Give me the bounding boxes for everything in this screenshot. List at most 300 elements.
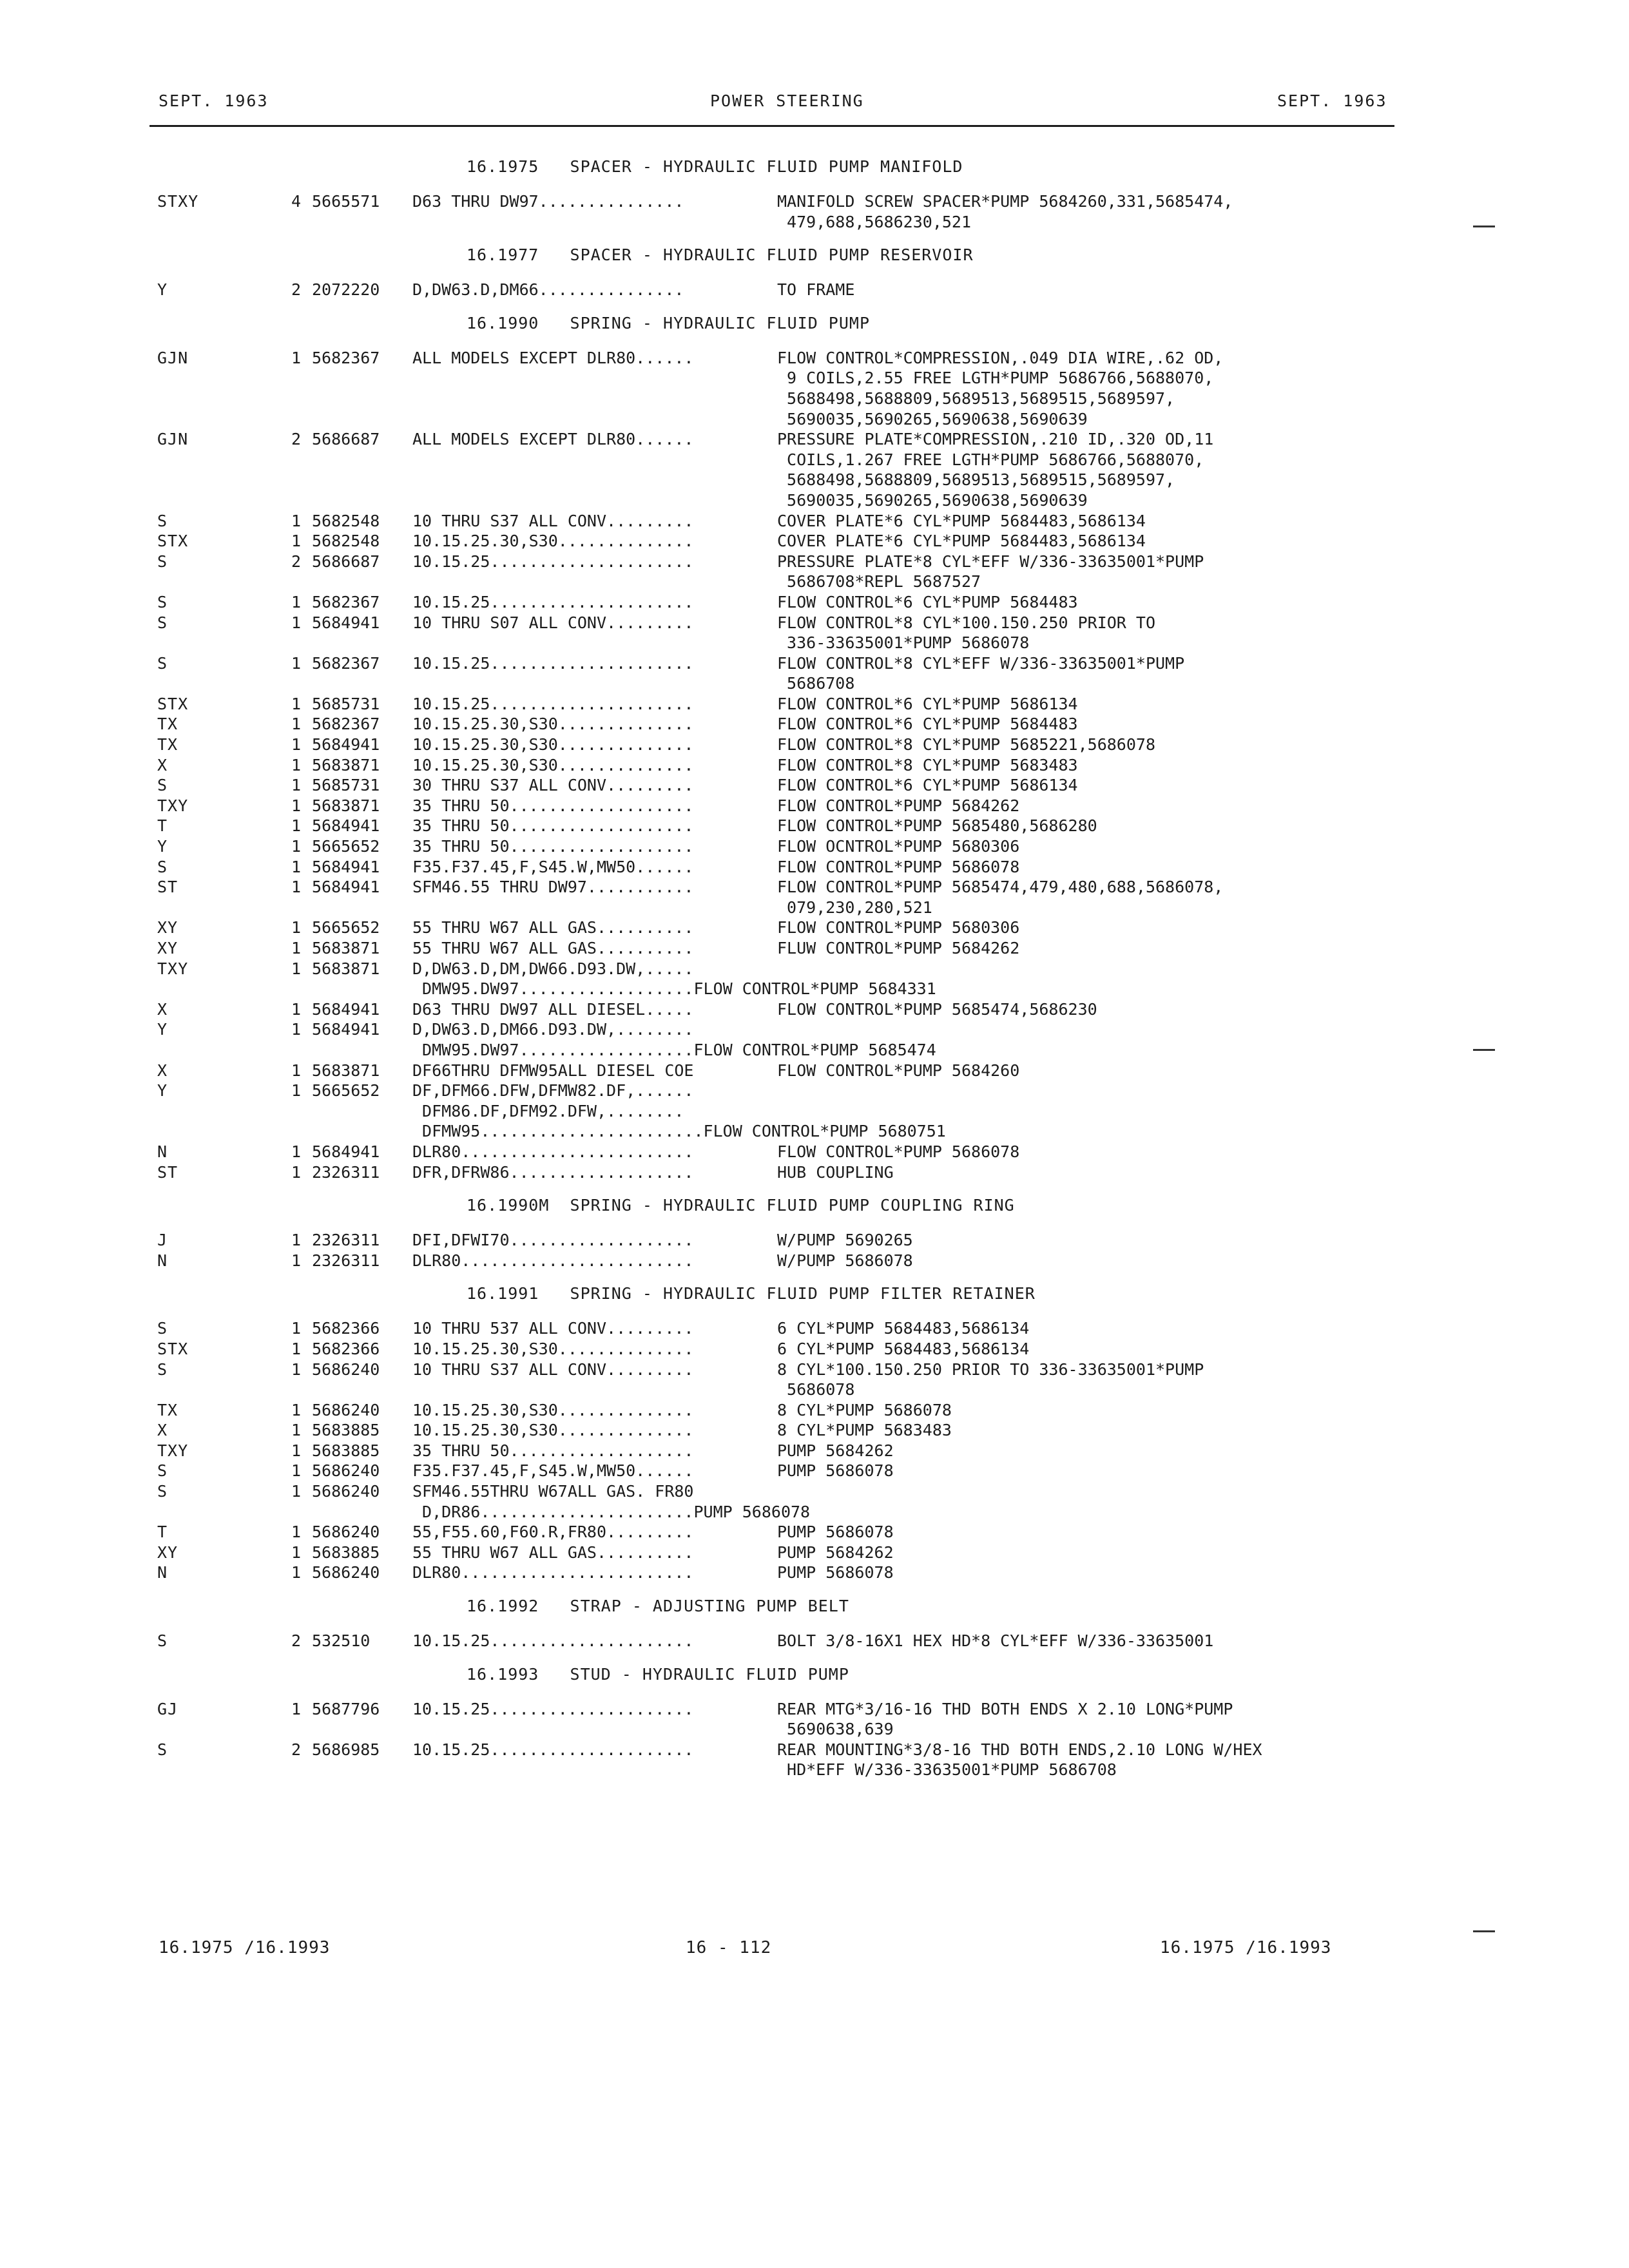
- model-code: TXY: [157, 959, 189, 978]
- description: FLOW CONTROL*8 CYL*EFF W/336-33635001*PUMP: [777, 653, 1185, 673]
- quantity: 1: [291, 755, 302, 774]
- model-code: N: [157, 1563, 168, 1582]
- model-range: 10.15.25.....................: [412, 694, 694, 713]
- part-number: 2326311: [312, 1231, 380, 1250]
- part-number: 5682548: [312, 532, 380, 551]
- quantity: 1: [291, 653, 302, 673]
- quantity: 1: [291, 1563, 302, 1582]
- section-heading: 16.1977 SPACER - HYDRAULIC FLUID PUMP RESERVOIR: [467, 245, 974, 265]
- part-number: 5683885: [312, 1441, 380, 1460]
- section-title: [0, 1591, 1629, 1631]
- model-range: 35 THRU 50...................: [412, 816, 694, 836]
- part-number: 5686240: [312, 1360, 380, 1379]
- model-code: ST: [157, 878, 178, 897]
- quantity: 1: [291, 1142, 302, 1161]
- model-range: DFR,DFRW86...................: [412, 1162, 694, 1182]
- description-line: 5686708*REPL 5687527: [777, 572, 981, 591]
- quantity: 1: [291, 613, 302, 632]
- model-code: XY: [157, 1542, 178, 1562]
- description-line: 5688498,5688809,5689513,5689515,5689597,: [777, 389, 1175, 408]
- model-code: S: [157, 1461, 168, 1481]
- table-row: [0, 1740, 1629, 1761]
- description: FLOW CONTROL*PUMP 5685480,5686280: [777, 816, 1097, 836]
- description: PUMP 5686078: [777, 1461, 894, 1481]
- description-line: 336-33635001*PUMP 5686078: [777, 633, 1030, 653]
- model-range: 10.15.25.30,S30..............: [412, 755, 694, 774]
- part-number: 5682367: [312, 653, 380, 673]
- description: FLOW CONTROL*6 CYL*PUMP 5686134: [777, 694, 1078, 713]
- quantity: 1: [291, 1319, 302, 1338]
- model-range: 55 THRU W67 ALL GAS..........: [412, 939, 694, 957]
- section-heading: 16.1975 SPACER - HYDRAULIC FLUID PUMP MANIFOLD: [467, 157, 963, 176]
- quantity: 2: [291, 1740, 302, 1759]
- model-code: ST: [157, 1162, 178, 1182]
- model-code: S: [157, 776, 168, 795]
- description: FLOW CONTROL*PUMP 5686078: [777, 857, 1020, 876]
- part-number: 5682367: [312, 715, 380, 734]
- header-date-left: SEPT. 1963: [159, 91, 269, 110]
- quantity: 1: [291, 1162, 302, 1182]
- description: PRESSURE PLATE*8 CYL*EFF W/336-33635001*PUMP: [777, 552, 1204, 571]
- description: FLOW CONTROL*6 CYL*PUMP 5684483: [777, 592, 1078, 611]
- description-continuation: [0, 389, 1629, 410]
- model-code: S: [157, 552, 168, 571]
- description-line: 9 COILS,2.55 FREE LGTH*PUMP 5686766,5688070,: [777, 369, 1214, 388]
- model-code: S: [157, 511, 168, 530]
- part-number: 5683871: [312, 1061, 380, 1080]
- margin-mark: [1473, 1930, 1495, 1932]
- description: 8 CYL*100.150.250 PRIOR TO 336-33635001*PUMP: [777, 1360, 1204, 1379]
- model-range: 55 THRU W67 ALL GAS..........: [412, 1542, 694, 1562]
- model-code: S: [157, 1319, 168, 1338]
- section-heading: 16.1990M SPRING - HYDRAULIC FLUID PUMP COUPLING RING: [467, 1196, 1015, 1215]
- model-code: S: [157, 613, 168, 632]
- model-code: Y: [157, 1081, 168, 1100]
- description: 6 CYL*PUMP 5684483,5686134: [777, 1319, 1030, 1338]
- table-row: [0, 735, 1629, 756]
- part-number: 5682367: [312, 348, 380, 367]
- model-range: D63 THRU DW97 ALL DIESEL.....: [412, 999, 694, 1019]
- quantity: 1: [291, 816, 302, 836]
- table-row: [0, 1700, 1629, 1720]
- table-row: [0, 430, 1629, 450]
- model-code: J: [157, 1231, 168, 1250]
- table-row: [0, 532, 1629, 552]
- description: FLOW CONTROL*PUMP 5680306: [777, 918, 1020, 937]
- quantity: 1: [291, 1523, 302, 1542]
- table-row: [0, 1563, 1629, 1584]
- part-number: 5682366: [312, 1319, 380, 1338]
- quantity: 2: [291, 1631, 302, 1651]
- table-row: [0, 878, 1629, 898]
- model-code: TX: [157, 715, 178, 734]
- part-number: 5684941: [312, 735, 380, 754]
- part-number: 5686240: [312, 1523, 380, 1542]
- model-range: 10.15.25.30,S30..............: [412, 1400, 694, 1419]
- table-row: [0, 280, 1629, 301]
- model-code: S: [157, 857, 168, 876]
- section-title: [0, 1191, 1629, 1231]
- model-range: DF,DFM66.DFW,DFMW82.DF,......: [412, 1081, 694, 1100]
- model-range: SFM46.55THRU W67ALL GAS. FR80: [412, 1482, 694, 1501]
- description: FLOW CONTROL*COMPRESSION,.049 DIA WIRE,.62 OD,: [777, 348, 1224, 367]
- model-range: 10.15.25.....................: [412, 592, 694, 611]
- part-number: 5683871: [312, 796, 380, 815]
- model-range: 10.15.25.30,S30..............: [412, 735, 694, 754]
- part-number: 5684941: [312, 816, 380, 836]
- model-continuation: [0, 1102, 1629, 1122]
- model-range: DF66THRU DFMW95ALL DIESEL COE: [412, 1061, 694, 1080]
- model-range: 35 THRU 50...................: [412, 796, 694, 815]
- model-range: ALL MODELS EXCEPT DLR80......: [412, 348, 694, 367]
- part-number: 2326311: [312, 1251, 380, 1270]
- description: 8 CYL*PUMP 5683483: [777, 1421, 952, 1440]
- description: W/PUMP 5686078: [777, 1251, 913, 1270]
- model-code: S: [157, 1740, 168, 1759]
- description: FLOW CONTROL*PUMP 5685474,479,480,688,5686078,: [777, 878, 1224, 897]
- table-row: [0, 816, 1629, 837]
- section-title: [0, 1279, 1629, 1319]
- table-row: [0, 715, 1629, 735]
- model-code: STX: [157, 694, 189, 713]
- model-range: DLR80........................: [412, 1251, 694, 1270]
- model-range: 10 THRU S07 ALL CONV.........: [412, 613, 694, 632]
- section-heading: 16.1990 SPRING - HYDRAULIC FLUID PUMP: [467, 313, 870, 332]
- part-number: 5684941: [312, 857, 380, 876]
- continuation-line: DFMW95.......................FLOW CONTROL*PUMP 5680751: [412, 1122, 946, 1141]
- table-row: [0, 776, 1629, 796]
- section-heading: 16.1992 STRAP - ADJUSTING PUMP BELT: [467, 1597, 849, 1616]
- table-row: [0, 1163, 1629, 1184]
- description: FLOW CONTROL*6 CYL*PUMP 5684483: [777, 715, 1078, 734]
- part-number: 5683885: [312, 1421, 380, 1440]
- description-line: HD*EFF W/336-33635001*PUMP 5686708: [777, 1760, 1117, 1780]
- model-range: D63 THRU DW97...............: [412, 192, 684, 211]
- description: FLUW CONTROL*PUMP 5684262: [777, 939, 1020, 957]
- header-title: POWER STEERING: [710, 91, 864, 110]
- quantity: 1: [291, 999, 302, 1019]
- model-code: Y: [157, 1020, 168, 1039]
- table-row: [0, 1340, 1629, 1360]
- table-row: [0, 593, 1629, 613]
- table-row: [0, 1319, 1629, 1340]
- continuation-line: DFM86.DF,DFM92.DFW,........: [412, 1101, 684, 1120]
- part-number: 5683871: [312, 755, 380, 774]
- model-range: SFM46.55 THRU DW97...........: [412, 878, 694, 897]
- model-range: 10.15.25.....................: [412, 1631, 694, 1651]
- part-number: 5686985: [312, 1740, 380, 1759]
- model-code: STXY: [157, 192, 199, 211]
- description-continuation: [0, 491, 1629, 512]
- quantity: 1: [291, 735, 302, 754]
- quantity: 1: [291, 348, 302, 367]
- quantity: 1: [291, 592, 302, 611]
- table-row: [0, 1081, 1629, 1102]
- description: FLOW CONTROL*8 CYL*PUMP 5683483: [777, 755, 1078, 774]
- description: PRESSURE PLATE*COMPRESSION,.210 ID,.320 OD,11: [777, 430, 1214, 449]
- description-continuation: [0, 410, 1629, 430]
- table-row: [0, 1421, 1629, 1441]
- quantity: 1: [291, 511, 302, 530]
- quantity: 1: [291, 715, 302, 734]
- description: PUMP 5686078: [777, 1563, 894, 1582]
- model-range: D,DW63.D,DM66...............: [412, 280, 684, 300]
- model-code: Y: [157, 837, 168, 856]
- model-continuation: [0, 1041, 1629, 1061]
- model-range: 10.15.25.....................: [412, 552, 694, 571]
- model-code: S: [157, 653, 168, 673]
- section-title: [0, 309, 1629, 349]
- description: FLOW OCNTROL*PUMP 5680306: [777, 837, 1020, 856]
- model-code: GJ: [157, 1699, 178, 1718]
- model-range: D,DW63.D,DM66.D93.DW,........: [412, 1020, 694, 1039]
- model-code: S: [157, 592, 168, 611]
- description: FLOW CONTROL*PUMP 5685474,5686230: [777, 999, 1097, 1019]
- quantity: 1: [291, 1699, 302, 1718]
- model-code: TXY: [157, 1441, 189, 1460]
- part-number: 5684941: [312, 613, 380, 632]
- description: FLOW CONTROL*PUMP 5684262: [777, 796, 1020, 815]
- model-range: 35 THRU 50...................: [412, 1441, 694, 1460]
- model-code: S: [157, 1360, 168, 1379]
- model-code: TX: [157, 1400, 178, 1419]
- description: W/PUMP 5690265: [777, 1231, 913, 1250]
- description: MANIFOLD SCREW SPACER*PUMP 5684260,331,5685474,: [777, 192, 1233, 211]
- part-number: 5686240: [312, 1482, 380, 1501]
- model-range: 10.15.25.30,S30..............: [412, 1339, 694, 1358]
- model-range: 10.15.25.30,S30..............: [412, 532, 694, 551]
- part-number: 5682548: [312, 511, 380, 530]
- part-number: 5686687: [312, 552, 380, 571]
- quantity: 1: [291, 1061, 302, 1080]
- quantity: 1: [291, 1251, 302, 1270]
- description-line: 479,688,5686230,521: [777, 212, 972, 231]
- model-range: DFI,DFWI70...................: [412, 1231, 694, 1250]
- part-number: 5665652: [312, 837, 380, 856]
- quantity: 1: [291, 918, 302, 937]
- model-code: S: [157, 1631, 168, 1651]
- description: COVER PLATE*6 CYL*PUMP 5684483,5686134: [777, 532, 1146, 551]
- model-range: 10.15.25.30,S30..............: [412, 715, 694, 734]
- model-code: GJN: [157, 430, 189, 449]
- part-number: 5683871: [312, 959, 380, 978]
- part-number: 2072220: [312, 280, 380, 300]
- model-range: DLR80........................: [412, 1563, 694, 1582]
- description: COVER PLATE*6 CYL*PUMP 5684483,5686134: [777, 511, 1146, 530]
- description-line: 079,230,280,521: [777, 898, 932, 917]
- section-title: [0, 1660, 1629, 1700]
- table-row: [0, 918, 1629, 939]
- model-range: 10 THRU 537 ALL CONV.........: [412, 1319, 694, 1338]
- continuation-line: DMW95.DW97..................FLOW CONTROL*PUMP 5684331: [412, 979, 936, 999]
- description: HUB COUPLING: [777, 1162, 894, 1182]
- part-number: 5683885: [312, 1542, 380, 1562]
- model-range: 10.15.25.....................: [412, 1699, 694, 1718]
- footer-range-right: 16.1975 /16.1993: [1160, 1938, 1332, 1957]
- model-range: D,DW63.D,DM,DW66.D93.DW,.....: [412, 959, 694, 978]
- model-range: F35.F37.45,F,S45.W,MW50......: [412, 857, 694, 876]
- part-number: 5684941: [312, 1142, 380, 1161]
- description: TO FRAME: [777, 280, 855, 300]
- part-number: 2326311: [312, 1162, 380, 1182]
- footer-range-left: 16.1975 /16.1993: [159, 1938, 331, 1957]
- description-continuation: [0, 633, 1629, 654]
- part-number: 5686240: [312, 1461, 380, 1481]
- description: 6 CYL*PUMP 5684483,5686134: [777, 1339, 1030, 1358]
- quantity: 1: [291, 959, 302, 978]
- description-continuation: [0, 674, 1629, 695]
- part-number: 5665571: [312, 192, 380, 211]
- description: 8 CYL*PUMP 5686078: [777, 1400, 952, 1419]
- part-number: 5687796: [312, 1699, 380, 1718]
- table-row: [0, 796, 1629, 817]
- model-continuation: [0, 1122, 1629, 1142]
- description-continuation: [0, 1720, 1629, 1740]
- quantity: 1: [291, 1360, 302, 1379]
- model-code: X: [157, 1061, 168, 1080]
- model-code: STX: [157, 532, 189, 551]
- description: FLOW CONTROL*8 CYL*PUMP 5685221,5686078: [777, 735, 1155, 754]
- part-number: 5686240: [312, 1400, 380, 1419]
- description-line: 5690035,5690265,5690638,5690639: [777, 490, 1088, 510]
- part-number: 532510: [312, 1631, 371, 1651]
- description-line: 5686078: [777, 1380, 855, 1399]
- model-range: 55 THRU W67 ALL GAS..........: [412, 918, 694, 937]
- model-range: 35 THRU 50...................: [412, 837, 694, 856]
- model-code: X: [157, 755, 168, 774]
- margin-mark: [1473, 1049, 1495, 1051]
- header-date-right: SEPT. 1963: [1277, 91, 1387, 110]
- section-title: [0, 240, 1629, 280]
- quantity: 1: [291, 837, 302, 856]
- table-row: [0, 654, 1629, 675]
- description-continuation: [0, 1380, 1629, 1401]
- quantity: 1: [291, 1542, 302, 1562]
- part-number: 5684941: [312, 878, 380, 897]
- description: PUMP 5686078: [777, 1523, 894, 1542]
- description-continuation: [0, 369, 1629, 389]
- table-row: [0, 1020, 1629, 1041]
- table-row: [0, 1523, 1629, 1543]
- table-row: [0, 1231, 1629, 1251]
- margin-mark: [1473, 226, 1495, 227]
- description-line: 5686708: [777, 674, 855, 693]
- model-code: N: [157, 1251, 168, 1270]
- model-range: 30 THRU S37 ALL CONV.........: [412, 776, 694, 795]
- table-row: [0, 695, 1629, 715]
- section-title: [0, 152, 1629, 192]
- table-row: [0, 1061, 1629, 1082]
- quantity: 1: [291, 694, 302, 713]
- model-code: STX: [157, 1339, 189, 1358]
- model-code: GJN: [157, 348, 189, 367]
- model-code: X: [157, 999, 168, 1019]
- quantity: 1: [291, 878, 302, 897]
- table-row: [0, 1482, 1629, 1503]
- description: BOLT 3/8-16X1 HEX HD*8 CYL*EFF W/336-33635001: [777, 1631, 1214, 1651]
- description-line: 5690035,5690265,5690638,5690639: [777, 409, 1088, 428]
- part-number: 5686240: [312, 1563, 380, 1582]
- model-code: XY: [157, 918, 178, 937]
- table-row: [0, 512, 1629, 532]
- table-row: [0, 756, 1629, 776]
- description-line: COILS,1.267 FREE LGTH*PUMP 5686766,5688070,: [777, 450, 1204, 469]
- continuation-line: DMW95.DW97..................FLOW CONTROL*PUMP 5685474: [412, 1040, 936, 1059]
- table-row: [0, 1631, 1629, 1652]
- section-heading: 16.1991 SPRING - HYDRAULIC FLUID PUMP FILTER RETAINER: [467, 1284, 1036, 1303]
- quantity: 2: [291, 552, 302, 571]
- description-continuation: [0, 213, 1629, 233]
- model-code: S: [157, 1482, 168, 1501]
- description-continuation: [0, 572, 1629, 593]
- table-row: [0, 1000, 1629, 1021]
- part-number: 5665652: [312, 918, 380, 937]
- table-row: [0, 1401, 1629, 1421]
- quantity: 1: [291, 1482, 302, 1501]
- part-number: 5665652: [312, 1081, 380, 1100]
- table-row: [0, 837, 1629, 858]
- model-code: TXY: [157, 796, 189, 815]
- part-number: 5682367: [312, 592, 380, 611]
- table-row: [0, 858, 1629, 878]
- table-row: [0, 613, 1629, 634]
- quantity: 1: [291, 857, 302, 876]
- model-range: 10 THRU S37 ALL CONV.........: [412, 1360, 694, 1379]
- table-row: [0, 939, 1629, 959]
- quantity: 1: [291, 1421, 302, 1440]
- model-code: X: [157, 1421, 168, 1440]
- quantity: 1: [291, 1339, 302, 1358]
- table-row: [0, 1142, 1629, 1163]
- header-rule: [149, 125, 1394, 127]
- table-row: [0, 1461, 1629, 1482]
- model-range: ALL MODELS EXCEPT DLR80......: [412, 430, 694, 449]
- quantity: 1: [291, 532, 302, 551]
- quantity: 1: [291, 939, 302, 957]
- section-heading: 16.1993 STUD - HYDRAULIC FLUID PUMP: [467, 1664, 849, 1684]
- table-row: [0, 1543, 1629, 1564]
- model-range: 10.15.25.....................: [412, 1740, 694, 1759]
- model-range: F35.F37.45,F,S45.W,MW50......: [412, 1461, 694, 1481]
- description: REAR MOUNTING*3/8-16 THD BOTH ENDS,2.10 LONG W/HEX: [777, 1740, 1262, 1759]
- part-number: 5682366: [312, 1339, 380, 1358]
- table-row: [0, 959, 1629, 980]
- part-number: 5684941: [312, 1020, 380, 1039]
- part-number: 5683871: [312, 939, 380, 957]
- description-continuation: [0, 450, 1629, 471]
- part-number: 5685731: [312, 694, 380, 713]
- quantity: 2: [291, 430, 302, 449]
- description: PUMP 5684262: [777, 1441, 894, 1460]
- model-code: XY: [157, 939, 178, 957]
- model-continuation: [0, 979, 1629, 1000]
- model-code: Y: [157, 280, 168, 300]
- table-row: [0, 1360, 1629, 1381]
- quantity: 2: [291, 280, 302, 300]
- description-line: 5688498,5688809,5689513,5689515,5689597,: [777, 470, 1175, 490]
- quantity: 1: [291, 1231, 302, 1250]
- footer-page-number: 16 - 112: [686, 1938, 772, 1957]
- parts-list: [0, 152, 1629, 1789]
- table-row: [0, 192, 1629, 213]
- model-code: N: [157, 1142, 168, 1161]
- description-continuation: [0, 898, 1629, 919]
- description: FLOW CONTROL*6 CYL*PUMP 5686134: [777, 776, 1078, 795]
- quantity: 1: [291, 1081, 302, 1100]
- part-number: 5686687: [312, 430, 380, 449]
- quantity: 1: [291, 776, 302, 795]
- description-continuation: [0, 470, 1629, 491]
